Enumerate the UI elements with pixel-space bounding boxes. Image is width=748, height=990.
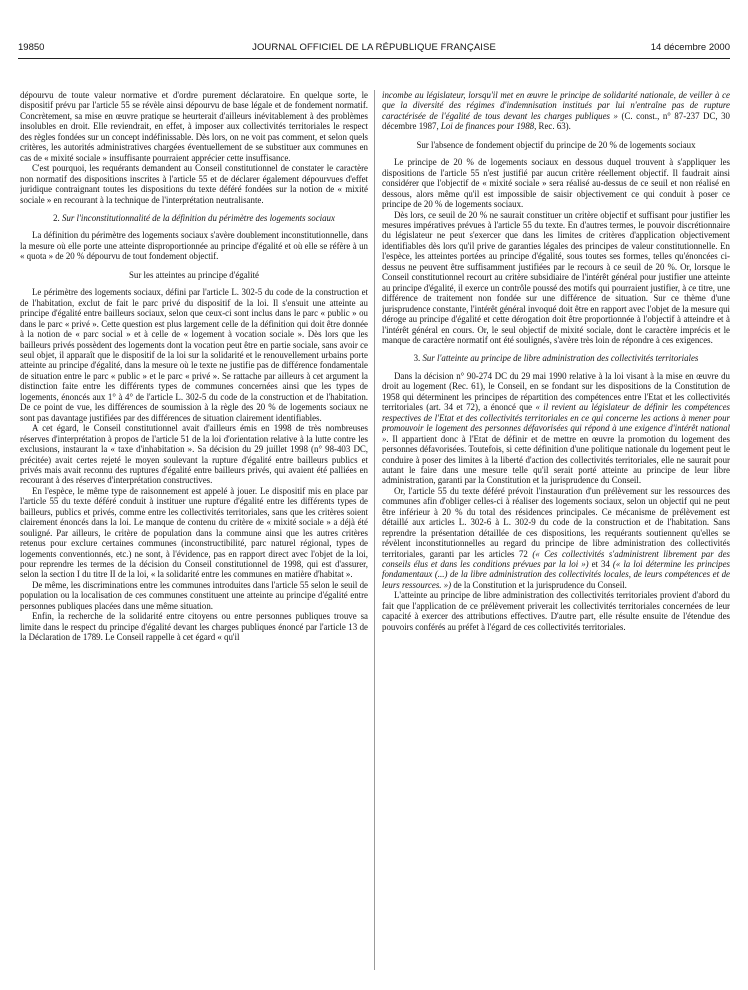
quotation: « il revient au législateur de définir les compétences respectives de l'Etat et des collectivités territoriales en ce qui concerne les actions à mener pour promouvoir le logement des personnes défavorisées qui répond à une exigence d'intérêt national ». <box>382 402 730 444</box>
page-header <box>18 42 730 56</box>
column-divider <box>374 90 375 970</box>
journal-title: JOURNAL OFFICIEL DE LA RÉPUBLIQUE FRANÇAISE <box>252 42 496 53</box>
paragraph: Enfin, la recherche de la solidarité entre citoyens ou entre personnes publiques trouve sa limite dans le respect du principe d'égalité devant les charges publiques énoncé par l'article 13 de la Déclaration de 1789. Le Conseil rappelle à cet égard « qu'il <box>20 611 368 643</box>
section-title: Sur l'inconstitutionnalité de la définition du périmètre des logements sociaux <box>61 212 335 223</box>
header-rule <box>18 58 730 59</box>
quotation: (« la loi détermine les principes fondamentaux (...) de la libre administration des collectivités locales, de leurs compétences et de leurs ressources. ») <box>382 559 730 590</box>
paragraph: En l'espèce, le même type de raisonnement est appelé à jouer. Le dispositif mis en place par l'article 55 du texte déféré conduit à instituer une rupture d'égalité entre les différents types de bailleurs, publics et privés, comme entre les collectivités territoriales, sans que les critères soient clairement énoncés dans la loi. Le manque de contenu du critère de « mixité sociale » a déjà été souligné. Par ailleurs, le critère de population dans la commune ainsi que les autres critères retenus pour exclure certaines communes (inconstructibilité, parc naturel régional, types de logements conventionnés, etc.) ne sont, à l'évidence, pas en rapport direct avec l'objet de la loi, pour reprendre les termes de la décision du Conseil constitutionnel de 1998, qui est d'assurer, selon la section I du titre II de la loi, « la solidarité entre les communes en matière d'habitat ». <box>20 485 368 580</box>
quotation: incombe au législateur, lorsqu'il met en œuvre le principe de solidarité nationale, de veiller à ce que la diversité des régimes d'indemnisation institués par lui n'entraîne pas de rupture caractérisée de l'égalité de tous devant les charges publiques » <box>382 90 730 121</box>
left-column <box>20 90 368 970</box>
paragraph: De même, les discriminations entre les communes introduites dans l'article 55 selon le seuil de population ou la localisation de ces communes constituent une atteinte au principe d'égalité entre personnes publiques placées dans une même situation. <box>20 579 368 611</box>
section-heading-2 <box>38 213 350 223</box>
citation-title: Loi de finances pour 1988, <box>440 121 537 132</box>
text-run: Dans la décision n° 90-274 DC du 29 mai 1990 relative à la loi visant à la mise en œuvre du droit au logement (Rec. 61), le Conseil, en se fondant sur les dispositions de la Constitution de 1958 qui déterminent les principes de répartition des compétences entre l'Etat et les collectivités territoriales (art. 34 et 72), a énoncé que <box>382 370 730 413</box>
paragraph: Le périmètre des logements sociaux, défini par l'article L. 302-5 du code de la construction et de l'habitation, exclut de fait le parc privé du dispositif de la loi. Il s'ensuit une atteinte au principe d'égalité entre bailleurs sociaux, selon que ceux-ci sont inclus dans le parc « public » ou dans le parc « privé ». Cette question est plus largement celle de la définition qui doit être donnée à la notion de « parc social » et à celle de « logement à vocation sociale ». Dès lors que les bailleurs privés possèdent des logements dont la vocation peut être en partie sociale, sans avoir ce seul objet, il apparaît que le dispositif de la loi sur la solidarité et le renouvellement urbains porte atteinte au principe d'égalité, dans la mesure où le texte ne justifie pas de différence fondamentale de situation entre le parc « public » et le parc « privé ». Se rattache par ailleurs à cet argument la distinction faite entre les différents types de communes concernées ainsi que les types de logements, énoncés aux 1° à 4° de l'article L. 302-5 du code de la construction et de l'habitation. De ce point de vue, les différences de soumission à la règle des 20 % de logements sociaux ne sont pas davantage justifiées par des différences de situation clairement identifiables. <box>20 287 368 423</box>
section-number: 2. <box>53 212 60 223</box>
text-run: Or, l'article 55 du texte déféré prévoit l'instauration d'un prélèvement sur les ressources des communes afin d'obliger celles-ci à réaliser des logements sociaux, selon un objectif qui ne peut être inférieur à 20 % du total des résidences principales. Ce mécanisme de prélèvement est détaillé aux articles L. 302-6 à L. 302-9 du code de la construction et de l'habitation. Sans reprendre la présentation détaillée de ces dispositions, les requérants soutiennent qu'elles se révèlent inconstitutionnelles au regard du principe de libre administration des collectivités territoriales, garanti par les articles 72 <box>382 485 730 559</box>
page-number: 19850 <box>18 42 45 53</box>
section-heading-3 <box>400 353 712 363</box>
paragraph <box>382 90 730 132</box>
paragraph: L'atteinte au principe de libre administration des collectivités territoriales provient d'abord du fait que l'application de ce prélèvement priverait les collectivités territoriales concernées de leur capacité à exercer des attributions effectives. D'autre part, elle résulte ensuite de l'étendue des pouvoirs conférés au préfet à l'égard de ces collectivités territoriales. <box>382 590 730 632</box>
text-run: de la Constitution et la jurisprudence du Conseil. <box>453 579 627 590</box>
right-column <box>382 90 730 970</box>
paragraph: La définition du périmètre des logements sociaux s'avère doublement inconstitutionnelle, dans la mesure où elle porte une atteinte disproportionnée au principe d'égalité et où elle se réfère à un « quota » de 20 % dépourvu de tout fondement objectif. <box>20 230 368 262</box>
paragraph: Le principe de 20 % de logements sociaux en dessous duquel trouvent à s'appliquer les dispositions de l'article 55 n'est justifié par aucun critère réellement objectif. Il faudrait ainsi considérer que l'objectif de « mixité sociale » sera réalisé au-dessus de ce seuil et non réalisé en dessous, alors même qu'il est impossible de saisir objectivement ce qui conduit à poser ce principe de 20 % de logements sociaux. <box>382 157 730 210</box>
subsection-heading: Sur l'absence de fondement objectif du principe de 20 % de logements sociaux <box>416 139 696 150</box>
citation-end: Rec. 63). <box>538 121 571 132</box>
paragraph <box>382 486 730 591</box>
subsection-heading: Sur les atteintes au principe d'égalité <box>129 269 259 280</box>
paragraph <box>382 371 730 486</box>
section-title: Sur l'atteinte au principe de libre administration des collectivités territoriales <box>422 353 699 364</box>
citation: (C. const., n° 87-237 DC, 30 décembre 1987, <box>382 110 730 132</box>
text-run: Il appartient donc à l'Etat de définir et de mettre en œuvre la promotion du logement des personnes défavorisées. Toutefois, si cette définition d'une politique nationale du logement peut le conduire à poser des limites à la liberté d'action des collectivités territoriales, elle ne saurait pour autant le faire dans une mesure telle qu'il serait porté atteinte au principe de leur libre administration, garanti par la Constitution et la jurisprudence du Conseil. <box>382 433 730 486</box>
quotation: (« Ces collectivités s'administrent librement par des conseils élus et dans les conditions prévues par la loi ») <box>382 548 730 570</box>
publication-date: 14 décembre 2000 <box>650 42 730 53</box>
paragraph: Dès lors, ce seuil de 20 % ne saurait constituer un critère objectif et suffisant pour justifier les mesures impératives prévues à l'article 55 du texte. En d'autres termes, le pouvoir discrétionnaire du législateur ne peut s'exercer que dans les limites de critères d'application objectivement identifiables dès lors qu'il prive de garanties légales des principes de valeur constitutionnelle. En l'espèce, les atteintes portées au principe d'égalité, sous toutes ses formes, telles qu'énoncées ci-dessus ne peuvent être suffisamment justifiées par le recours à ce seuil de 20 %. Or, lorsque le Conseil constitutionnel recourt au critère subsidiaire de l'intérêt général pour justifier une atteinte au principe d'égalité, il exerce un contrôle poussé des motifs qui pourraient justifier, à ce titre, une différence de traitement non fondée sur une différence de situation. Sur ce thème d'une jurisprudence constante, l'intérêt général invoqué doit être en rapport avec l'objet de la mesure qui déroge au principe d'égalité et cette dérogation doit être proportionnée à l'objectif à atteindre et à l'intérêt général en cours. Or, le seul objectif de mixité sociale, dont le caractère imprécis et le manque de caractère normatif ont été soulignés, s'avère très loin de répondre à ces exigences. <box>382 209 730 345</box>
paragraph: dépourvu de toute valeur normative et d'ordre purement déclaratoire. En quelque sorte, le dispositif prévu par l'article 55 se révèle ainsi dépourvu de base légale et de fondement normatif. Concrètement, sa mise en œuvre pratique se heurterait d'ailleurs inévitablement à des problèmes insolubles en droit. Elle reviendrait, en effet, à imposer aux collectivités territoriales le respect des règles fondées sur un concept indéfinissable. Dès lors, on ne voit pas comment, et selon quels critères, les autorités administratives chargées éventuellement de se substituer aux communes en cas de « mixité sociale » insuffisante pourraient apprécier cette insuffisance. <box>20 90 368 163</box>
section-number: 3. <box>413 353 421 364</box>
text-run: et 34 <box>591 559 610 570</box>
paragraph: C'est pourquoi, les requérants demandent au Conseil constitutionnel de constater le caractère non normatif des dispositions inscrites à l'article 55 et de déclarer également dépourvues d'effet juridique contraignant toutes les dispositions du texte déféré fondées sur la notion de « mixité sociale » en recourant à la technique de l'interprétation neutralisante. <box>20 163 368 205</box>
paragraph: A cet égard, le Conseil constitutionnel avait d'ailleurs émis en 1998 de très nombreuses réserves d'interprétation à propos de l'article 51 de la loi d'orientation relative à la lutte contre les exclusions, instaurant la « taxe d'inhabitation ». Sa décision du 29 juillet 1998 (n° 98-403 DC, précitée) avait certes rejeté le moyen soulevant la rupture d'égalité entre bailleurs publics et privés mais avait reconnu des ruptures d'égalité entre bailleurs privés, qui avaient été palliées en recourant à des réserves d'interprétation constructives. <box>20 423 368 486</box>
